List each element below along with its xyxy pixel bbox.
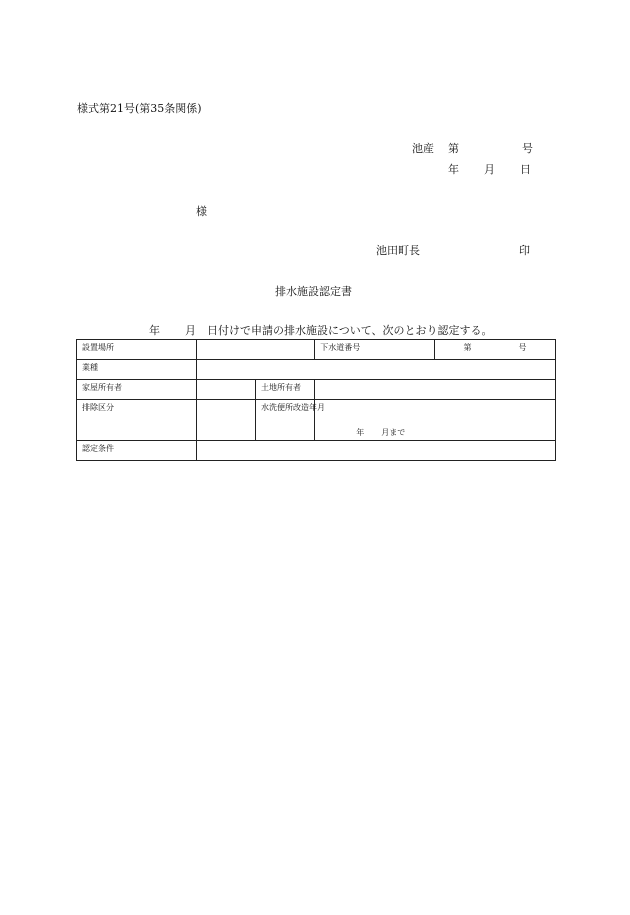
- intro-year: 年: [149, 324, 160, 337]
- flush-toilet-label: 水洗便所改造年月: [256, 400, 315, 441]
- land-owner-label: 土地所有者: [256, 380, 315, 400]
- sewer-number-go: 号: [518, 343, 527, 352]
- document-title: 排水施設認定書: [275, 285, 352, 298]
- date-year: 年: [448, 163, 459, 176]
- table-row: [77, 380, 556, 400]
- until-year: 年: [356, 428, 365, 437]
- sewer-number-value: [435, 340, 556, 360]
- until-month: 月まで: [381, 428, 406, 437]
- issuer-office-code: 池産: [412, 142, 434, 155]
- table-row: [77, 340, 556, 360]
- land-owner-value: [315, 380, 556, 400]
- business-value: [196, 360, 555, 380]
- location-label: 設置場所: [77, 340, 197, 360]
- table-row: [77, 400, 556, 441]
- sewer-number-dai: 第: [463, 343, 472, 352]
- house-owner-value: [196, 380, 255, 400]
- date-month: 月: [484, 163, 495, 176]
- table-row: [77, 360, 556, 380]
- discharge-label: 排除区分: [77, 400, 197, 441]
- location-value: [196, 340, 315, 360]
- certification-table: [76, 339, 556, 461]
- flush-toilet-value: [315, 400, 556, 441]
- discharge-value: [196, 400, 255, 441]
- conditions-value: [196, 441, 555, 461]
- intro-text: 日付けで申請の排水施設について、次のとおり認定する。: [207, 324, 493, 337]
- business-label: 業種: [77, 360, 197, 380]
- issuer-title: 池田町長: [376, 244, 420, 257]
- date-day: 日: [520, 163, 531, 176]
- house-owner-label: 家屋所有者: [77, 380, 197, 400]
- form-number: 様式第21号(第35条関係): [77, 102, 202, 115]
- addressee-sama: 様: [196, 205, 207, 218]
- issuer-seal: 印: [519, 244, 530, 257]
- issuer-number-go: 号: [522, 142, 533, 155]
- intro-month: 月: [185, 324, 196, 337]
- issuer-number-dai: 第: [448, 142, 459, 155]
- conditions-label: 認定条件: [77, 441, 197, 461]
- sewer-number-label: 下水道番号: [315, 340, 435, 360]
- table-row: [77, 441, 556, 461]
